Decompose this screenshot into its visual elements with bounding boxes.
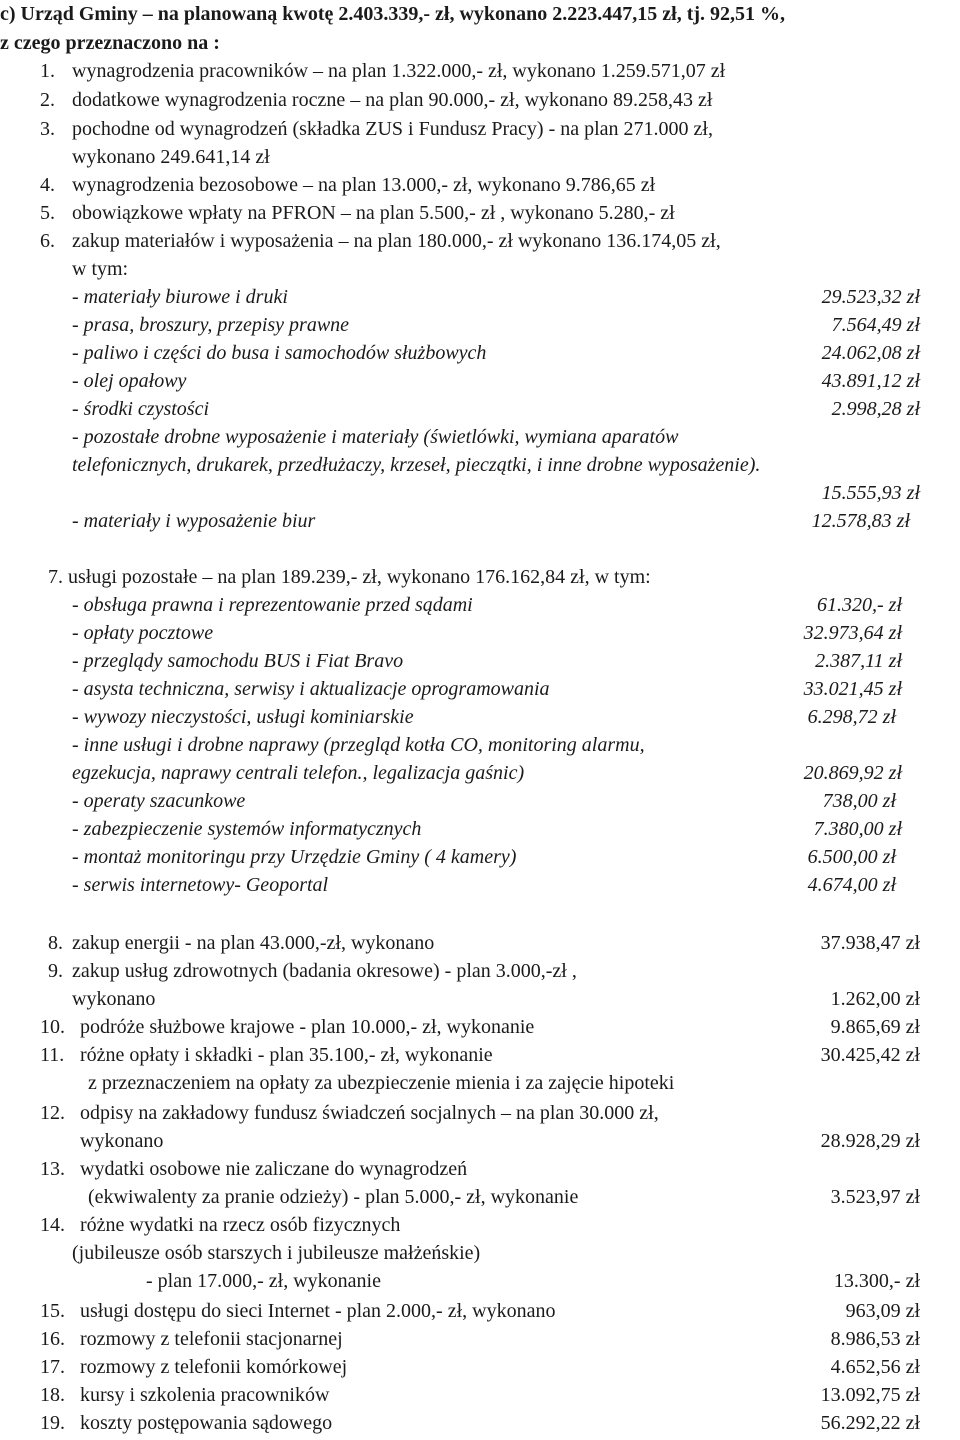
item-text-cont: (jubileusze osób starszych i jubileusze małżeńskie) — [72, 1242, 481, 1264]
item-number: 14. — [40, 1214, 65, 1236]
list-item — [40, 1353, 920, 1381]
item-text-cont: wykonano 249.641,14 zł — [72, 146, 270, 168]
item-text: zakup materiałów i wyposażenia – na plan 180.000,- zł wykonano 136.174,05 zł, — [72, 230, 721, 252]
subitem-label: - materiały biurowe i druki — [72, 286, 288, 308]
item-number: 11. — [40, 1044, 65, 1066]
item-number: 15. — [40, 1300, 65, 1322]
subitem-row — [72, 843, 896, 871]
subitem-amount: 4.674,00 zł — [807, 874, 896, 896]
subitem-amount: 43.891,12 zł — [821, 370, 920, 392]
subitem-label: - asysta techniczna, serwisy i aktualizacje oprogramowania — [72, 678, 550, 700]
item-amount: 9.865,69 zł — [830, 1016, 920, 1038]
item-number: 2. — [40, 89, 55, 111]
subitem-label: - olej opałowy — [72, 370, 187, 392]
item-amount: 56.292,22 zł — [820, 1412, 920, 1434]
subitem-amount: 6.298,72 zł — [807, 706, 896, 728]
section-heading — [0, 0, 960, 28]
subitem-row — [72, 815, 902, 843]
subitem-label: - montaż monitoringu przy Urzędzie Gminy ( 4 kamery) — [72, 846, 517, 868]
subitem-amount-row — [72, 479, 920, 507]
list-item-cont — [72, 985, 920, 1013]
item-text-cont: w tym: — [72, 258, 129, 280]
subitem-row — [72, 731, 645, 759]
subitem-label: - opłaty pocztowe — [72, 622, 214, 644]
subitem-label: - zabezpieczenie systemów informatycznych — [72, 818, 422, 840]
subitem-amount: 2.998,28 zł — [831, 398, 920, 420]
item-text-cont: z przeznaczeniem na opłaty za ubezpieczenie mienia i za zajęcie hipoteki — [88, 1072, 675, 1094]
item-number: 5. — [40, 202, 55, 224]
item-amount: 37.938,47 zł — [820, 932, 920, 954]
list-item — [40, 171, 655, 199]
subitem-amount: 12.578,83 zł — [811, 510, 910, 532]
item-text: usługi dostępu do sieci Internet - plan 2.000,- zł, wykonano — [80, 1300, 556, 1322]
item-text: odpisy na zakładowy fundusz świadczeń socjalnych – na plan 30.000 zł, — [80, 1102, 659, 1124]
list-item — [40, 227, 721, 255]
subitem-label: - paliwo i części do busa i samochodów służbowych — [72, 342, 487, 364]
list-item-cont — [72, 1239, 480, 1267]
item-number: 13. — [40, 1158, 65, 1180]
list-item — [40, 199, 675, 227]
item-text: kursy i szkolenia pracowników — [80, 1384, 330, 1406]
item-text: pochodne od wynagrodzeń (składka ZUS i Fundusz Pracy) - na plan 271.000 zł, — [72, 118, 713, 140]
list-item — [40, 1409, 920, 1437]
subitem-amount: 61.320,- zł — [817, 594, 902, 616]
item-number: 4. — [40, 174, 55, 196]
list-item — [40, 115, 713, 143]
list-item — [40, 1211, 400, 1239]
list-item-cont — [72, 255, 128, 283]
list-item — [40, 57, 725, 85]
item-number: 1. — [40, 60, 55, 82]
item-number: 19. — [40, 1412, 65, 1434]
list-item — [40, 1155, 467, 1183]
item-text: obowiązkowe wpłaty na PFRON – na plan 5.500,- zł , wykonano 5.280,- zł — [72, 202, 675, 224]
subitem-row — [72, 591, 902, 619]
item-text: wynagrodzenia bezosobowe – na plan 13.000,- zł, wykonano 9.786,65 zł — [72, 174, 656, 196]
subitem-row — [72, 283, 920, 311]
subitem-label: - przeglądy samochodu BUS i Fiat Bravo — [72, 650, 404, 672]
subitem-row — [72, 703, 896, 731]
subitem-amount: 15.555,93 zł — [821, 482, 920, 504]
subitem-row — [72, 675, 902, 703]
subitem-row — [72, 423, 678, 451]
item-text: rozmowy z telefonii komórkowej — [80, 1356, 348, 1378]
subitem-amount: 7.380,00 zł — [813, 818, 902, 840]
subitem-label: - operaty szacunkowe — [72, 790, 246, 812]
subitem-row-cont — [72, 759, 902, 787]
subitem-row — [72, 507, 910, 535]
list-item — [40, 86, 712, 114]
item-amount: 1.262,00 zł — [830, 988, 920, 1010]
list-item — [40, 1381, 920, 1409]
list-item-cont — [88, 1069, 674, 1097]
subitem-amount: 738,00 zł — [822, 790, 896, 812]
subitem-row — [72, 367, 920, 395]
item-number: 6. — [40, 230, 55, 252]
subitem-row — [72, 395, 920, 423]
item-text: 7. usługi pozostałe – na plan 189.239,- zł, wykonano 176.162,84 zł, w tym: — [48, 566, 651, 588]
item-amount: 13.300,- zł — [833, 1270, 920, 1292]
list-item — [40, 1013, 920, 1041]
subitem-label: - pozostałe drobne wyposażenie i materiały (świetlówki, wymiana aparatów — [72, 426, 679, 448]
item-text: zakup usług zdrowotnych (badania okresowe) - plan 3.000,-zł , — [72, 960, 577, 982]
list-item — [40, 1297, 920, 1325]
list-item — [40, 1041, 920, 1069]
subitem-label-cont: egzekucja, naprawy centrali telefon., legalizacja gaśnic) — [72, 762, 525, 784]
subitem-label: - serwis internetowy- Geoportal — [72, 874, 329, 896]
item-amount: 4.652,56 zł — [830, 1356, 920, 1378]
subitem-amount: 2.387,11 zł — [815, 650, 902, 672]
subitem-label: - wywozy nieczystości, usługi kominiarskie — [72, 706, 414, 728]
item-amount: 13.092,75 zł — [820, 1384, 920, 1406]
subitem-row — [72, 619, 902, 647]
subitem-row — [72, 311, 920, 339]
subitem-amount: 29.523,32 zł — [821, 286, 920, 308]
subitem-amount: 33.021,45 zł — [803, 678, 902, 700]
subitem-amount: 24.062,08 zł — [821, 342, 920, 364]
item-amount: 30.425,42 zł — [820, 1044, 920, 1066]
list-item-cont — [146, 1267, 920, 1295]
subitem-row — [72, 647, 902, 675]
item-text: wynagrodzenia pracowników – na plan 1.322.000,- zł, wykonano 1.259.571,07 zł — [72, 60, 726, 82]
item-text: zakup energii - na plan 43.000,-zł, wykonano — [72, 932, 435, 954]
item-amount: 8.986,53 zł — [830, 1328, 920, 1350]
list-item — [48, 957, 577, 985]
subitem-label: - materiały i wyposażenie biur — [72, 510, 316, 532]
item-text-cont: wykonano — [72, 988, 156, 1010]
item-text: wydatki osobowe nie zaliczane do wynagrodzeń — [80, 1158, 468, 1180]
section-heading-cont — [0, 29, 220, 57]
item-number: 16. — [40, 1328, 65, 1350]
subitem-amount: 20.869,92 zł — [803, 762, 902, 784]
subitem-row — [72, 871, 896, 899]
item-number: 12. — [40, 1102, 65, 1124]
item-text: różne opłaty i składki - plan 35.100,- zł, wykonanie — [80, 1044, 493, 1066]
item-number: 3. — [40, 118, 55, 140]
subitem-label: - obsługa prawna i reprezentowanie przed sądami — [72, 594, 473, 616]
heading-line-2: z czego przeznaczono na : — [0, 32, 220, 54]
item-text: dodatkowe wynagrodzenia roczne – na plan 90.000,- zł, wykonano 89.258,43 zł — [72, 89, 713, 111]
subitem-label-cont: telefonicznych, drukarek, przedłużaczy, krzeseł, pieczątki, i inne drobne wyposażenie). — [72, 454, 761, 476]
list-item — [40, 1099, 659, 1127]
subitem-label: - inne usługi i drobne naprawy (przegląd kotła CO, monitoring alarmu, — [72, 734, 645, 756]
subitem-row-cont — [72, 451, 760, 479]
list-item — [40, 1325, 920, 1353]
item-number: 8. — [48, 932, 63, 954]
item-number: 9. — [48, 960, 63, 982]
subitem-row — [72, 787, 896, 815]
list-item — [48, 563, 651, 591]
item-amount: 28.928,29 zł — [820, 1130, 920, 1152]
subitem-label: - środki czystości — [72, 398, 210, 420]
list-item-cont — [72, 143, 270, 171]
subitem-amount: 6.500,00 zł — [807, 846, 896, 868]
subitem-label: - prasa, broszury, przepisy prawne — [72, 314, 350, 336]
item-text: rozmowy z telefonii stacjonarnej — [80, 1328, 343, 1350]
subitem-amount: 32.973,64 zł — [803, 622, 902, 644]
item-text: koszty postępowania sądowego — [80, 1412, 333, 1434]
list-item-cont — [80, 1127, 920, 1155]
heading-line-1: c) Urząd Gminy – na planowaną kwotę 2.403.339,- zł, wykonano 2.223.447,15 zł, tj. 92,51 %, — [0, 3, 786, 25]
item-amount: 963,09 zł — [845, 1300, 920, 1322]
item-text: podróże służbowe krajowe - plan 10.000,- zł, wykonanie — [80, 1016, 535, 1038]
item-number: 17. — [40, 1356, 65, 1378]
subitem-row — [72, 339, 920, 367]
item-text: różne wydatki na rzecz osób fizycznych — [80, 1214, 401, 1236]
item-text-cont: (ekwiwalenty za pranie odzieży) - plan 5.000,- zł, wykonanie — [88, 1186, 579, 1208]
item-text-cont: - plan 17.000,- zł, wykonanie — [146, 1270, 381, 1292]
item-number: 10. — [40, 1016, 65, 1038]
item-amount: 3.523,97 zł — [830, 1186, 920, 1208]
subitem-amount: 7.564,49 zł — [831, 314, 920, 336]
item-number: 18. — [40, 1384, 65, 1406]
list-item-cont — [88, 1183, 920, 1211]
list-item — [48, 929, 920, 957]
item-text-cont: wykonano — [80, 1130, 164, 1152]
